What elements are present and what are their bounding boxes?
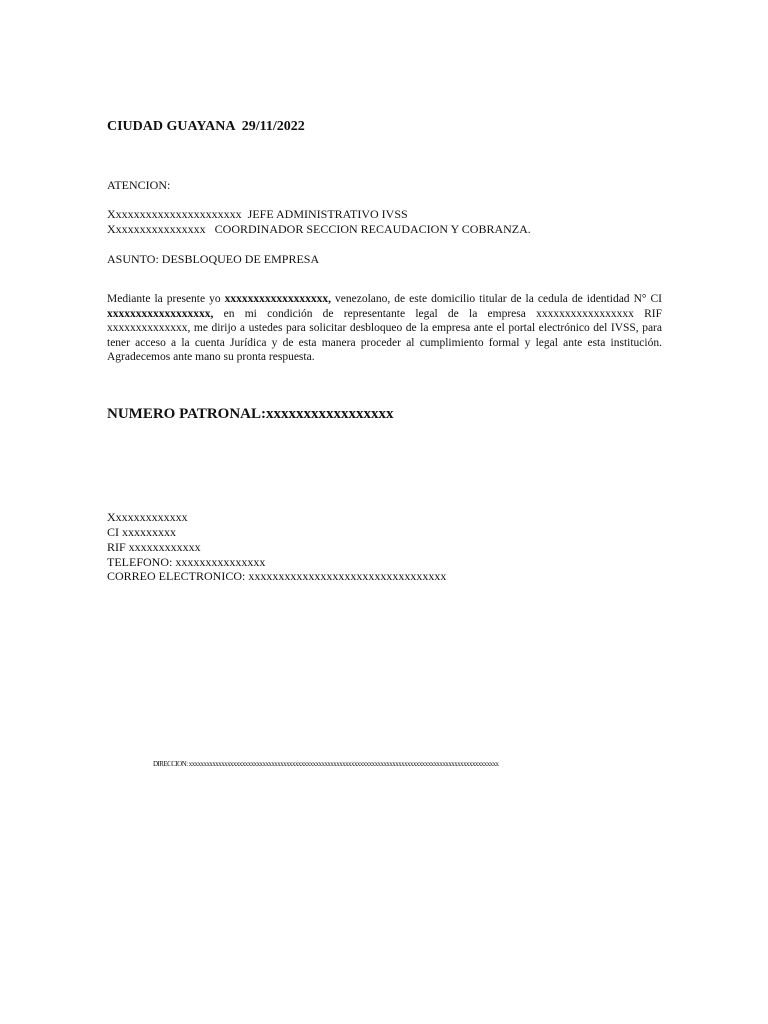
body-text-3: en mi condición de representante legal de la empresa xxxxxxxxxxxxxxxxx RIF xxxxxxxxxxxxxx, me dirijo a ustedes para solicitar desbloqueo de la empresa ante el portal electrónico del IVSS, para tener acceso a la cuenta Jurídica y de esta manera proceder al cumplimiento formal y legal ante esta institución. Agradecemos ante mano su pronta respuesta.	[107, 307, 662, 363]
signature-ci: CI xxxxxxxxx	[107, 525, 176, 539]
body-ci: xxxxxxxxxxxxxxxxxx,	[107, 307, 214, 320]
body-name: xxxxxxxxxxxxxxxxxx,	[224, 293, 332, 305]
recipient-line-1: Xxxxxxxxxxxxxxxxxxxxxx JEFE ADMINISTRATIVO IVSS	[107, 207, 408, 221]
body-text-2: venezolano, de este domicilio titular de la cedula de identidad N° CI	[331, 293, 663, 305]
body-text-1: Mediante la presente yo	[107, 293, 225, 305]
subject-line: ASUNTO: DESBLOQUEO DE EMPRESA	[107, 252, 320, 266]
signature-name: Xxxxxxxxxxxxx	[107, 510, 188, 524]
city-date-heading: CIUDAD GUAYANA 29/11/2022	[107, 119, 305, 134]
signature-phone: TELEFONO: xxxxxxxxxxxxxxx	[107, 555, 266, 569]
body-paragraph	[107, 292, 662, 365]
recipient-line-2: Xxxxxxxxxxxxxxxx COORDINADOR SECCION RECAUDACION Y COBRANZA.	[107, 222, 531, 236]
attention-label: ATENCION:	[107, 178, 171, 192]
footer-address: DIRECCION: xxxxxxxxxxxxxxxxxxxxxxxxxxxxxxxxxxxxxxxxxxxxxxxxxxxxxxxxxxxxxxxxxxxxxxxxxxxxxxxxxxxxxxxxxxxxxxxxxxxxxxxxx	[153, 760, 499, 768]
patronal-number-heading: NUMERO PATRONAL:xxxxxxxxxxxxxxxxx	[107, 406, 394, 422]
signature-rif: RIF xxxxxxxxxxxx	[107, 540, 201, 554]
signature-email: CORREO ELECTRONICO: xxxxxxxxxxxxxxxxxxxxxxxxxxxxxxxxx	[107, 569, 447, 583]
